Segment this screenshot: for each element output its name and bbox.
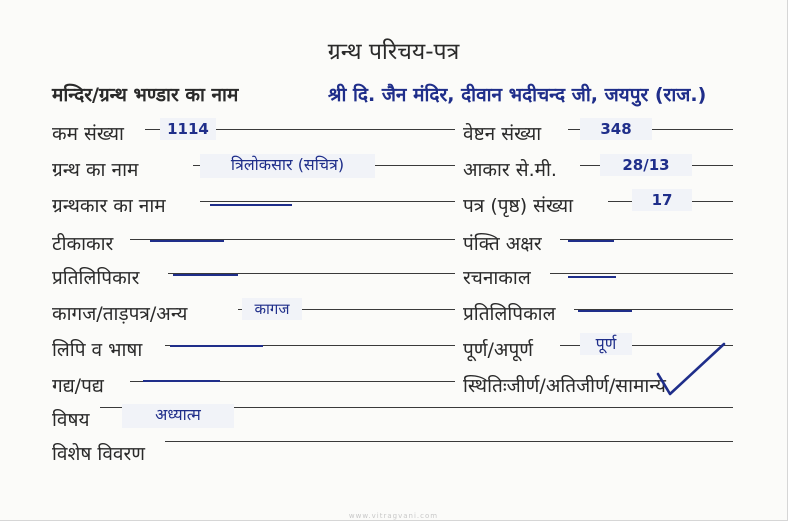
copyist-label: प्रतिलिपिकार: [52, 267, 140, 289]
author-name-label: ग्रन्थकार का नाम: [52, 195, 166, 217]
page-count-label: पत्र (पृष्ठ) संख्या: [463, 195, 574, 217]
material-label: कागज/ताड़पत्र/अन्य: [52, 303, 188, 325]
copy-period-blank-mark: [578, 310, 632, 312]
form-title: ग्रन्थ परिचय-पत्र: [327, 39, 460, 65]
wrapper-number-label: वेष्टन संख्या: [463, 123, 542, 145]
commentator-label: टीकाकार: [52, 233, 114, 255]
temple-name-label: मन्दिर/ग्रन्थ भण्डार का नाम: [52, 84, 239, 106]
check-mark-icon: [650, 340, 730, 404]
prose-verse-blank-mark: [143, 380, 220, 382]
size-label: आकार से.मी.: [463, 159, 557, 181]
special-details-line: [165, 441, 733, 442]
serial-number-label: कम संख्या: [52, 123, 124, 145]
complete-incomplete-label: पूर्ण/अपूर्ण: [463, 339, 533, 361]
author-name-blank-mark: [210, 204, 292, 206]
line-letters-label: पंक्ति अक्षर: [463, 233, 542, 255]
watermark: www.vitragvani.com: [348, 512, 439, 520]
composition-period-line: [550, 273, 733, 274]
copy-period-label: प्रतिलिपिकाल: [463, 303, 556, 325]
special-details-label: विशेष विवरण: [52, 443, 145, 465]
book-name-value: त्रिलोकसार (सचित्र): [200, 154, 375, 178]
wrapper-number-value: 348: [580, 118, 652, 140]
size-value: 28/13: [600, 154, 692, 176]
condition-label: स्थितिःजीर्ण/अतिजीर्ण/सामान्य: [463, 375, 666, 397]
script-language-blank-mark: [170, 345, 263, 347]
composition-period-label: रचनाकाल: [463, 267, 531, 289]
composition-period-blank-mark: [568, 276, 616, 278]
serial-number-value: 1114: [160, 118, 216, 140]
page-count-value: 17: [632, 189, 692, 211]
subject-label: विषय: [52, 409, 90, 431]
book-name-label: ग्रन्थ का नाम: [52, 159, 139, 181]
line-letters-blank-mark: [568, 240, 614, 242]
subject-value: अध्यात्म: [122, 404, 234, 428]
commentator-blank-mark: [150, 240, 224, 242]
temple-name-value: श्री दि. जैन मंदिर, दीवान भदीचन्द जी, जयपुर (राज.): [328, 84, 707, 106]
complete-incomplete-value: पूर्ण: [580, 333, 632, 355]
material-value: कागज: [242, 298, 302, 320]
prose-verse-label: गद्य/पद्य: [52, 375, 104, 397]
script-language-label: लिपि व भाषा: [52, 339, 143, 361]
copyist-blank-mark: [173, 274, 238, 276]
author-name-line: [200, 201, 455, 202]
